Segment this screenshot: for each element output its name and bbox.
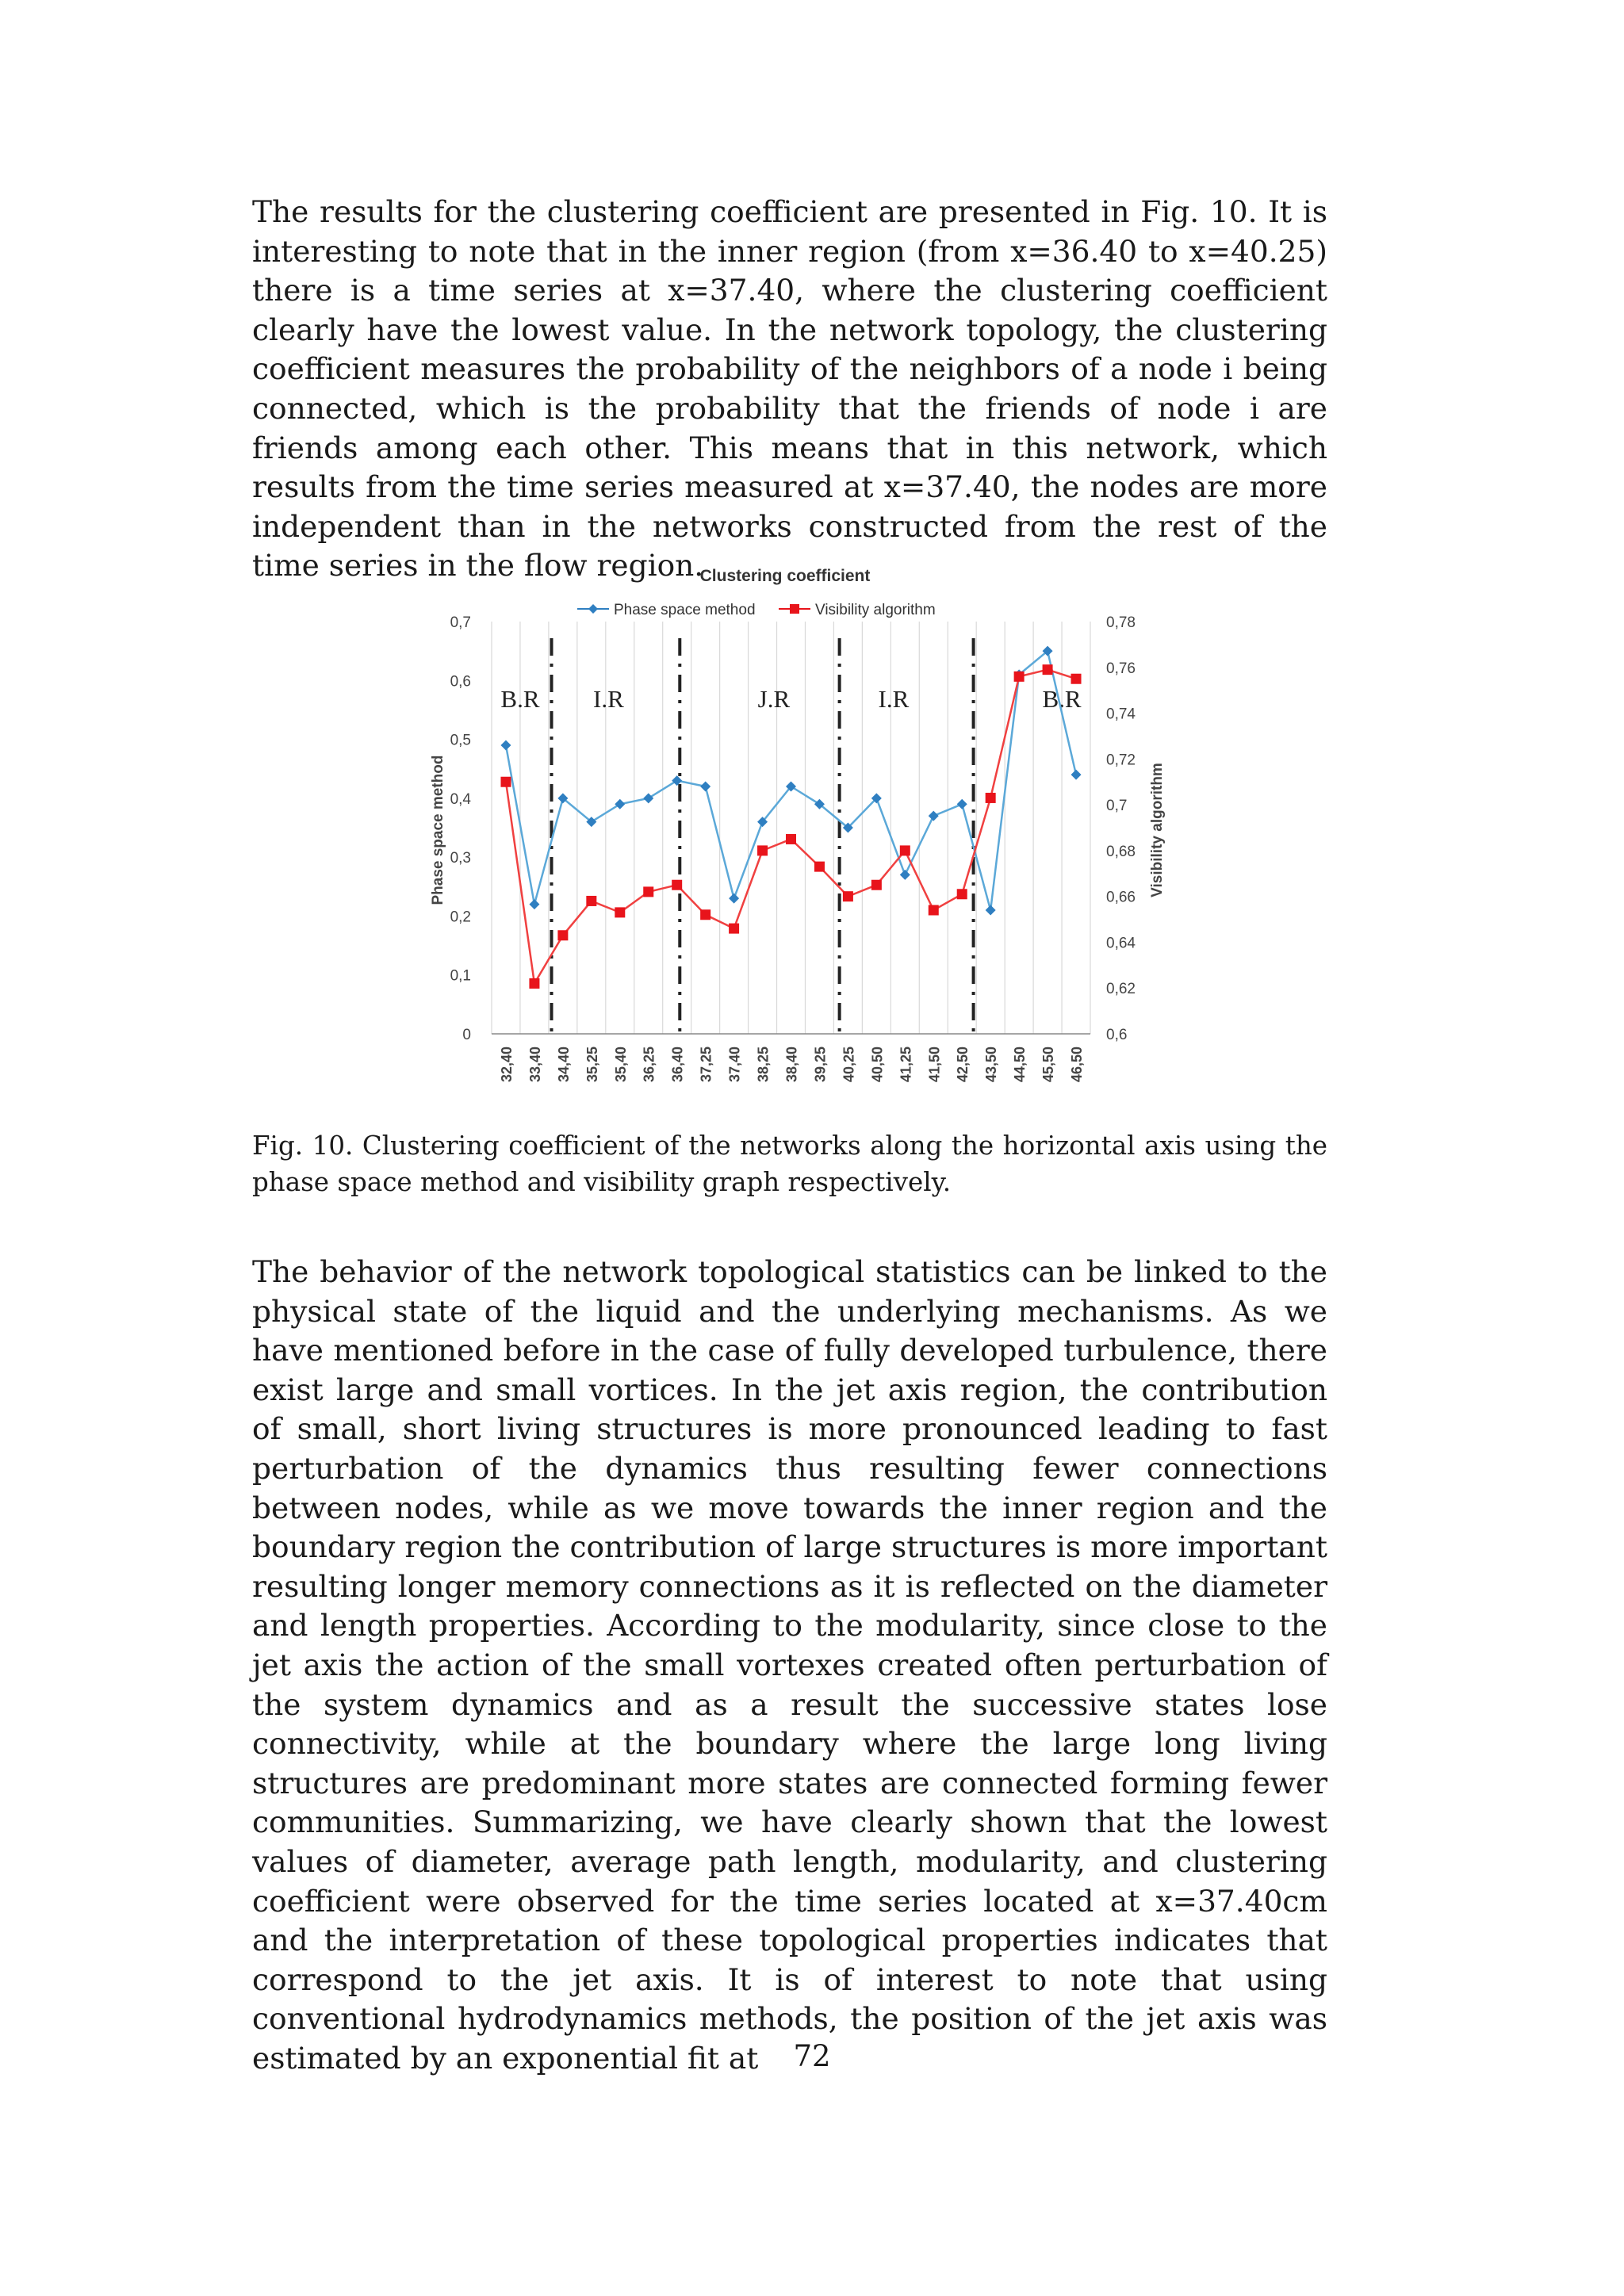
- region-label: J.R: [757, 685, 791, 713]
- phase-space-point: [957, 799, 967, 809]
- visibility-point: [900, 845, 910, 855]
- x-tick-label: 43,50: [983, 1047, 1000, 1083]
- visibility-point: [700, 909, 710, 920]
- visibility-point: [672, 880, 682, 890]
- right-y-tick-label: 0,64: [1106, 935, 1136, 952]
- chart-title: Clustering coefficient: [699, 567, 871, 585]
- phase-space-point: [500, 740, 511, 751]
- right-y-tick-label: 0,72: [1106, 752, 1136, 769]
- phase-space-point: [529, 899, 539, 909]
- visibility-point: [929, 905, 939, 916]
- x-tick-label: 32,40: [498, 1047, 515, 1083]
- right-y-tick-label: 0,6: [1106, 1027, 1128, 1043]
- visibility-point: [615, 907, 625, 917]
- left-y-tick-label: 0,5: [450, 732, 471, 749]
- left-y-tick-label: 0,4: [450, 790, 471, 808]
- page-number: 72: [793, 2039, 831, 2073]
- paragraph-topology-interpretation: The behavior of the network topological statistics can be linked to the physical state of the liquid and the underlying mechanisms. As we have mentioned before in the case of fully developed turbulence, there exist large and small vortices. In the jet axis region, the contribution of small, short living structures is more pronounced leading to fast perturbation of the dynamics thus resulting fewer connections between nodes, while as we move towards the inner region and the boundary region the contribution of large structures is more important resulting longer memory connections as it is reflected on the diameter and length properties. According to the modularity, since close to the jet axis the action of the small vortexes created often perturbation of the system dynamics and as a result the successive states lose connectivity, while at the boundary where the large long living structures are predominant more states are connected forming fewer communities. Summarizing, we have clearly shown that the lowest values of diameter, average path length, modularity, and clustering coefficient were observed for the time series located at x=37.40cm and the interpretation of these topological properties indicates that correspond to the jet axis. It is of interest to note that using conventional hydrodynamics methods, the position of the jet axis was estimated by an exponential fit at: [252, 1254, 1327, 2076]
- region-label: I.R: [593, 685, 624, 713]
- phase-space-point: [615, 799, 625, 809]
- visibility-point: [557, 930, 568, 940]
- x-axis-ticks: [499, 1047, 1085, 1082]
- left-y-axis-label: Phase space method: [430, 755, 446, 905]
- figure-caption: Fig. 10. Clustering coefficient of the networks along the horizontal axis using the phase space method and visibility graph respectively.: [252, 1131, 1327, 1197]
- x-tick-label: 42,50: [955, 1047, 971, 1083]
- left-y-axis-ticks: [450, 614, 472, 1043]
- right-y-tick-label: 0,62: [1106, 981, 1136, 998]
- series-line-phase-space: [506, 651, 1076, 910]
- visibility-point: [1043, 664, 1053, 675]
- x-tick-label: 44,50: [1012, 1047, 1028, 1083]
- visibility-point: [586, 896, 596, 906]
- visibility-point: [843, 891, 853, 901]
- figure-10: [420, 555, 1182, 1113]
- x-tick-label: 45,50: [1040, 1047, 1057, 1083]
- legend-label-phase-space: Phase space method: [614, 602, 756, 618]
- x-tick-label: 34,40: [555, 1047, 572, 1083]
- visibility-point: [786, 834, 796, 844]
- x-tick-label: 40,50: [869, 1047, 886, 1083]
- left-y-tick-label: 0,7: [450, 614, 471, 631]
- left-y-tick-label: 0,6: [450, 673, 471, 691]
- x-tick-label: 33,40: [527, 1047, 543, 1083]
- x-tick-label: 39,25: [812, 1047, 829, 1083]
- phase-space-point: [900, 870, 910, 880]
- visibility-point: [1014, 672, 1025, 682]
- phase-space-point: [700, 782, 710, 792]
- right-y-tick-label: 0,66: [1106, 889, 1136, 906]
- clustering-coefficient-chart: [420, 555, 1182, 1110]
- region-label: B.R: [1042, 685, 1082, 713]
- x-tick-label: 40,25: [841, 1047, 857, 1083]
- right-y-tick-label: 0,78: [1106, 614, 1136, 631]
- x-tick-label: 38,40: [783, 1047, 800, 1083]
- visibility-point: [757, 845, 768, 855]
- x-tick-label: 41,25: [898, 1047, 914, 1083]
- x-tick-label: 37,25: [698, 1047, 714, 1083]
- region-label: B.R: [500, 685, 540, 713]
- visibility-point: [814, 862, 825, 872]
- visibility-point: [986, 793, 996, 803]
- left-y-tick-label: 0: [462, 1027, 471, 1043]
- phase-space-point: [729, 894, 739, 904]
- visibility-point: [729, 924, 739, 934]
- visibility-points: [500, 664, 1081, 989]
- x-tick-label: 41,50: [926, 1047, 943, 1083]
- left-y-tick-label: 0,2: [450, 909, 471, 926]
- legend-diamond-marker: [588, 604, 598, 614]
- x-tick-label: 36,25: [641, 1047, 657, 1083]
- right-y-axis-ticks: [1106, 614, 1136, 1043]
- x-tick-label: 38,25: [755, 1047, 772, 1083]
- legend-square-marker: [790, 604, 799, 614]
- visibility-point: [1071, 674, 1082, 684]
- paragraph-clustering-results: The results for the clustering coefficient are presented in Fig. 10. It is interesting to note that in the inner region (from x=36.40 to x=40.25) there is a time series at x=37.40, where the clustering coefficient clearly have the lowest value. In the network topology, the clustering coefficient measures the probability of the neighbors of a node i being connected, which is the probability that the friends of node i are friends among each other. This means that in this network, which results from the time series measured at x=37.40, the nodes are more independent than in the networks constructed from the rest of the time series in the flow region.: [252, 194, 1327, 584]
- region-labels: [500, 685, 1082, 713]
- region-label: I.R: [878, 685, 910, 713]
- right-y-tick-label: 0,68: [1106, 843, 1136, 860]
- right-y-axis-label: Visibility algorithm: [1149, 763, 1166, 897]
- left-y-tick-label: 0,3: [450, 850, 471, 867]
- visibility-point: [643, 886, 653, 897]
- right-y-tick-label: 0,7: [1106, 798, 1128, 815]
- phase-space-point: [1071, 770, 1082, 780]
- left-y-tick-label: 0,1: [450, 967, 471, 985]
- x-tick-label: 36,40: [669, 1047, 686, 1083]
- right-y-tick-label: 0,74: [1106, 706, 1136, 723]
- chart-legend: [577, 602, 936, 618]
- x-tick-label: 35,40: [612, 1047, 629, 1083]
- visibility-point: [500, 777, 511, 787]
- legend-label-visibility: Visibility algorithm: [815, 602, 936, 618]
- visibility-point: [957, 889, 967, 899]
- visibility-point: [871, 880, 882, 890]
- right-y-tick-label: 0,76: [1106, 660, 1136, 677]
- x-tick-label: 46,50: [1069, 1047, 1086, 1083]
- phase-space-point: [986, 905, 996, 916]
- x-tick-label: 35,25: [584, 1047, 600, 1083]
- phase-space-point: [929, 811, 939, 821]
- phase-space-point: [643, 793, 653, 803]
- visibility-point: [529, 978, 539, 989]
- x-tick-label: 37,40: [726, 1047, 743, 1083]
